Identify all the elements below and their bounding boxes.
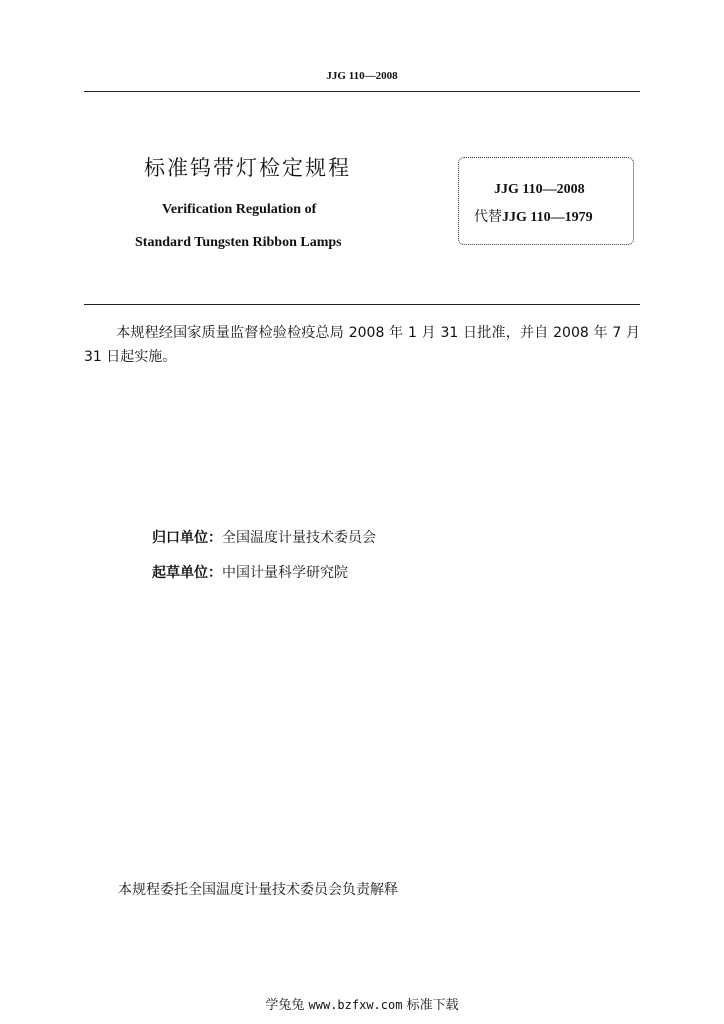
header-standard-code: JJG 110—2008 [326,70,398,82]
title-chinese: 标准钨带灯检定规程 [144,156,351,180]
responsible-unit-label: 归口单位： [152,530,222,546]
approval-statement: 本规程经国家质量监督检验检疫总局 2008 年 1 月 31 日批准，并自 2008 年 7 月 31 日起实施。 [84,325,640,365]
drafting-unit-value: 中国计量科学研究院 [222,565,348,581]
standard-code-box [458,157,634,245]
header-rule [84,91,640,92]
responsible-unit-value: 全国温度计量技术委员会 [222,530,376,546]
replaces-code [474,206,593,226]
footer-url[interactable]: www.bzfxw.com [308,998,403,1012]
footer-site-name: 学兔兔 [265,998,305,1013]
drafting-unit-label: 起草单位： [152,565,222,581]
footer-tagline: 标准下载 [406,998,459,1013]
interpretation-statement: 本规程委托全国温度计量技术委员会负责解释 [118,882,398,898]
replaces-code-value: JJG 110—1979 [502,210,593,225]
drafting-unit-row [152,562,348,582]
footer [0,994,724,1013]
responsible-unit-row [152,527,376,547]
section-rule [84,304,640,305]
standard-code: JJG 110—2008 [494,182,585,197]
title-english-line1: Verification Regulation of [162,202,317,217]
title-english-line2: Standard Tungsten Ribbon Lamps [135,235,342,250]
replaces-prefix: 代替 [474,209,502,225]
